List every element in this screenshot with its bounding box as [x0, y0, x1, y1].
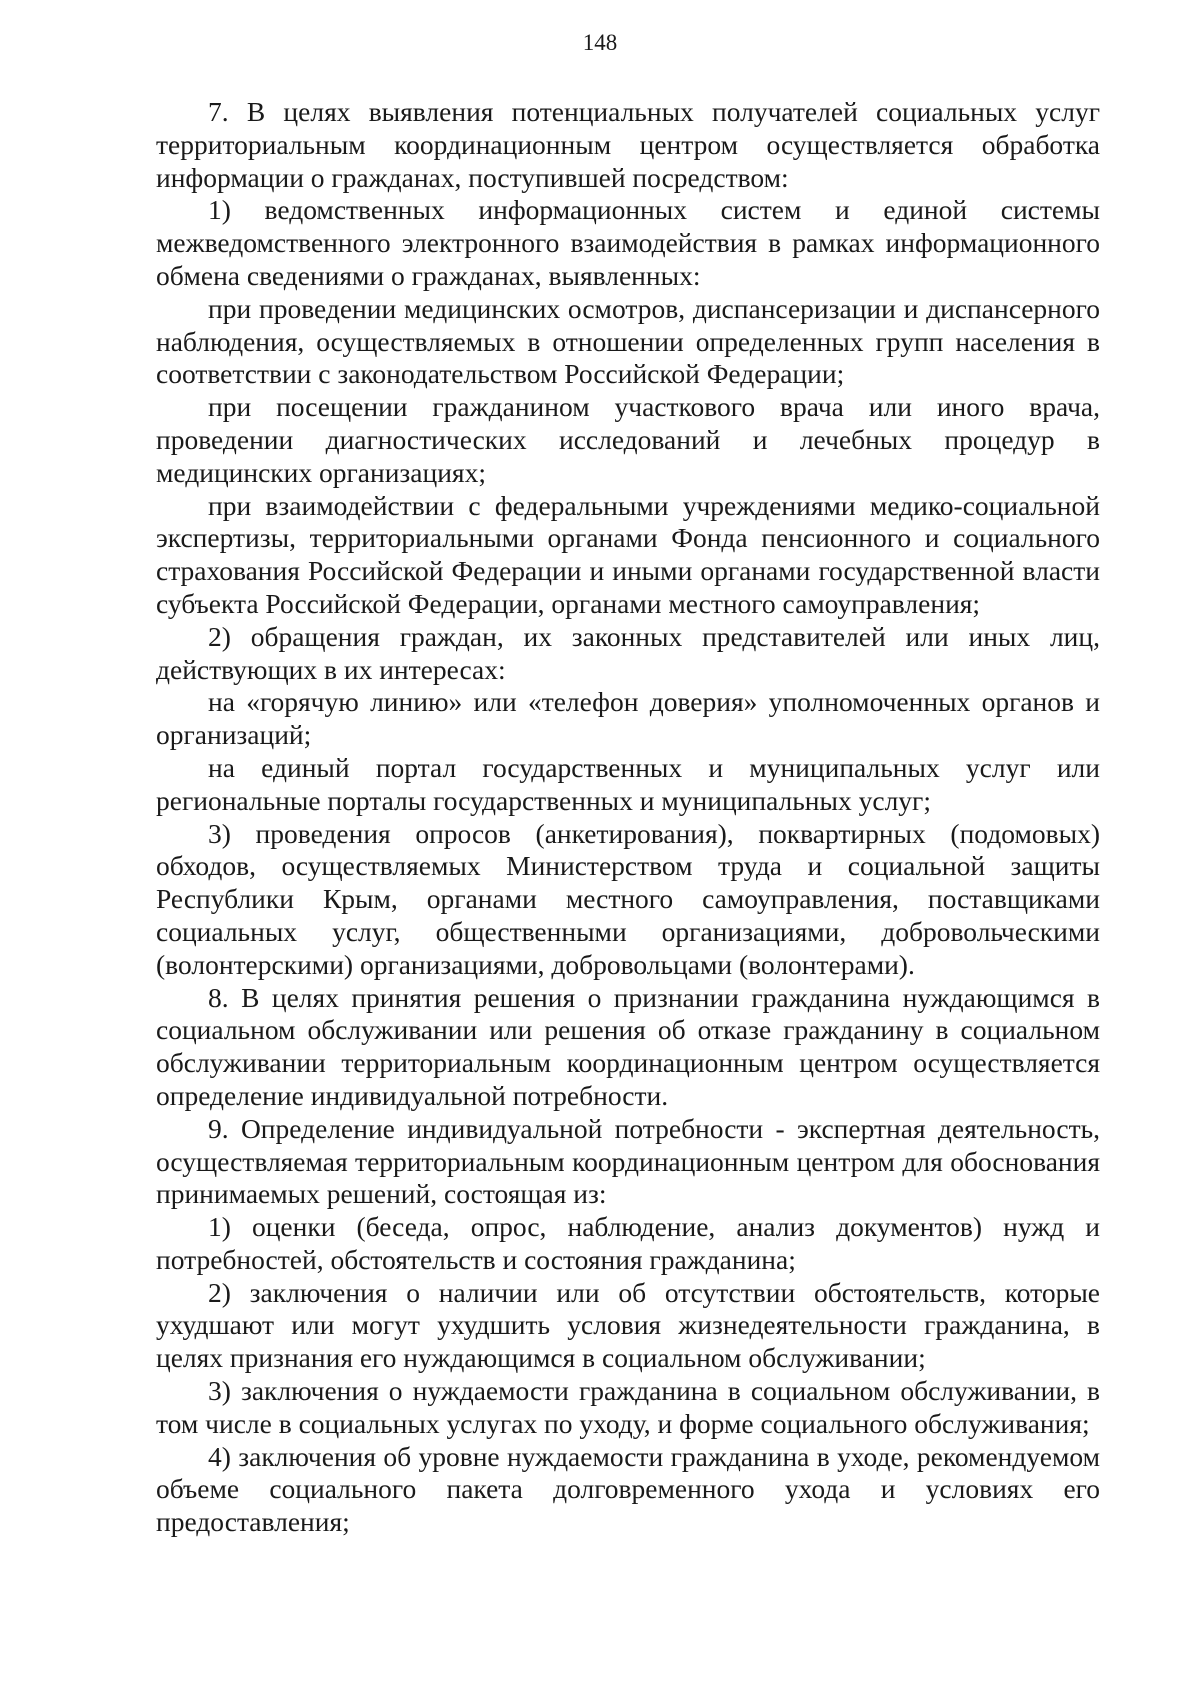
paragraph-portal: на единый портал государственных и муниципальных услуг или региональные порталы государственных и муниципальных услуг; [156, 751, 1100, 816]
paragraph-item-9: 9. Определение индивидуальной потребности - экспертная деятельность, осуществляемая территориальным координационным центром для обоснования принимаемых решений, состоящая из: [156, 1112, 1100, 1210]
paragraph-subitem-9-1: 1) оценки (беседа, опрос, наблюдение, анализ документов) нужд и потребностей, обстоятельств и состояния гражданина; [156, 1211, 1100, 1275]
paragraph-hotline: на «горячую линию» или «телефон доверия» уполномоченных органов и организаций; [156, 686, 1100, 751]
paragraph-subitem-9-3: 3) заключения о нуждаемости гражданина в социальном обслуживании, в том числе в социальных услугах по уходу, и форме социального обслуживания; [156, 1375, 1100, 1439]
paragraph-item-8: 8. В целях принятия решения о признании гражданина нуждающимся в социальном обслуживании или решения об отказе гражданину в социальном обслуживании территориальным координационным центром осуществляется определение индивидуальной потребности. [156, 981, 1100, 1111]
paragraph-subitem-9-4: 4) заключения об уровне нуждаемости гражданина в уходе, рекомендуемом объеме социального пакета долговременного ухода и условиях его предоставления; [156, 1440, 1100, 1538]
paragraph-subitem-7-2: 2) обращения граждан, их законных представителей или иных лиц, действующих в их интересах: [156, 620, 1100, 685]
paragraph-federal-interaction: при взаимодействии с федеральными учреждениями медико-социальной экспертизы, территориальными органами Фонда пенсионного и социального страхования Российской Федерации и иными органами государственной власти субъекта Российской Федерации, органами местного самоуправления; [156, 489, 1100, 619]
page-number: 148 [582, 30, 618, 55]
paragraph-medical-exams: при проведении медицинских осмотров, диспансеризации и диспансерного наблюдения, осуществляемых в отношении определенных групп населения в соответствии с законодательством Российской Федерации; [156, 292, 1100, 390]
document-body [156, 96, 1100, 1539]
paragraph-doctor-visits: при посещении гражданином участкового врача или иного врача, проведении диагностических исследований и лечебных процедур в медицинских организациях; [156, 391, 1100, 488]
paragraph-subitem-7-1: 1) ведомственных информационных систем и единой системы межведомственного электронного взаимодействия в рамках информационного обмена сведениями о гражданах, выявленных: [156, 194, 1100, 291]
paragraph-subitem-9-2: 2) заключения о наличии или об отсутствии обстоятельств, которые ухудшают или могут ухудшить условия жизнедеятельности гражданина, в целях признания его нуждающимся в социальном обслуживании; [156, 1276, 1100, 1374]
paragraph-item-7: 7. В целях выявления потенциальных получателей социальных услуг территориальным координационным центром осуществляется обработка информации о гражданах, поступившей посредством: [156, 96, 1100, 193]
paragraph-subitem-7-3: 3) проведения опросов (анкетирования), поквартирных (подомовых) обходов, осуществляемых Министерством труда и социальной защиты Республики Крым, органами местного самоуправления, поставщиками социальных услуг, общественными организациями, добровольческими (волонтерскими) организациями, добровольцами (волонтерами). [156, 817, 1100, 980]
